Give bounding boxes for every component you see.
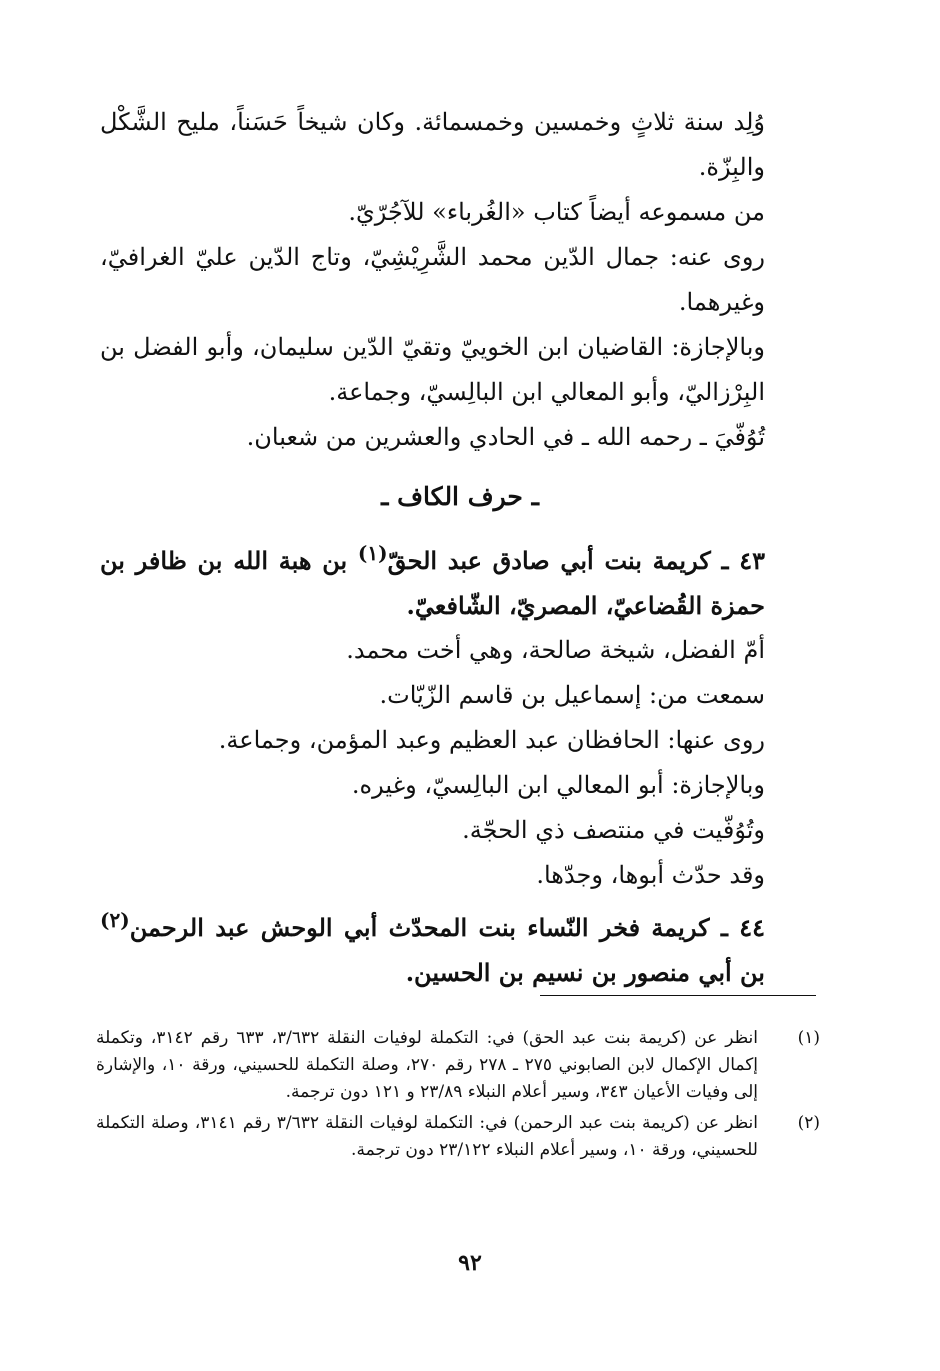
footnote-text: انظر عن (كريمة بنت عبد الحق) في: التكملة لوفيات النقلة ٣/٦٣٢، ٦٣٣ رقم ٣١٤٢، وتكملة إكمال الإكمال لابن الصابوني ٢٧٥ ـ ٢٧٨ رقم ٢٧٠، وصلة التكملة للحسيني، ورقة ١٠، والإشارة إلى وفيات الأعيان ٣٤٣، وسير أعلام النبلاء ٢٣/٨٩ و ١٢١ دون ترجمة.	[96, 1028, 759, 1102]
entry42-born-line: وُلِد سنة ثلاثٍ وخمسين وخمسمائة. وكان شيخاً حَسَناً، مليح الشَّكْل والبِزّة.	[100, 108, 765, 181]
footnote-ref-1[interactable]: (١)	[357, 541, 388, 565]
entry42-heard-line: من مسموعه أيضاً كتاب «الغُرباء» للآجُرّيّ.	[348, 198, 765, 226]
footnote-marker: (١)	[797, 1028, 820, 1048]
section-heading: ـ حرف الكاف ـ	[381, 482, 539, 511]
footnotes	[96, 1025, 820, 1168]
entry42-death-line: تُوُفّيَ ـ رحمه الله ـ في الحادي والعشرين من شعبان.	[246, 423, 765, 451]
footnote-ref-2[interactable]: (٢)	[100, 908, 130, 932]
entry42-ijaza-line: وبالإجازة: القاضيان ابن الخوييّ وتقيّ الدّين سليمان، وأبو الفضل بن البِرْزاليّ، وأبو المعالي ابن البالِسيّ، وجماعة.	[100, 333, 765, 406]
entry43-title-end: بن هبة الله بن ظافر بن حمزة القُضاعيّ، المصريّ، الشّافعيّ.	[100, 546, 765, 620]
entry43-line-5: وتُوُفّيت في منتصف ذي الحجّة.	[462, 816, 765, 844]
entry43-line-3: روى عنها: الحافظان عبد العظيم وعبد المؤمن، وجماعة.	[218, 726, 765, 754]
page-number: ٩٢	[458, 1250, 482, 1276]
entry43-title-start: ٤٣ ـ كريمة بنت أبي صادق عبد الحقّ	[387, 546, 765, 575]
main-text	[100, 100, 820, 995]
entry44-title-end: بن أبي منصور بن نسيم بن الحسين.	[405, 958, 765, 987]
footnote-marker: (٢)	[797, 1113, 820, 1133]
entry42-narrated-line: روى عنه: جمال الدّين محمد الشَّرِيْشِيّ، وتاج الدّين عليّ الغرافيّ، وغيرهما.	[100, 243, 766, 316]
entry44-title	[100, 898, 820, 995]
footnote-divider	[540, 995, 816, 996]
entry43-line-4: وبالإجازة: أبو المعالي ابن البالِسيّ، وغيره.	[351, 771, 765, 799]
footnote-2	[96, 1110, 820, 1164]
footnote-1	[96, 1025, 820, 1106]
entry43-title	[100, 531, 820, 628]
entry43-line-2: سمعت من: إسماعيل بن قاسم الزّيّات.	[379, 681, 765, 709]
entry43-line-6: وقد حدّث أبوها، وجدّها.	[536, 861, 765, 889]
entry44-title-start: ٤٤ ـ كريمة فخر النّساء بنت المحدّث أبي الوحش عبد الرحمن	[129, 913, 765, 942]
entry43-line-1: أمّ الفضل، شيخة صالحة، وهي أخت محمد.	[346, 636, 765, 664]
footnote-text: انظر عن (كريمة بنت عبد الرحمن) في: التكملة لوفيات النقلة ٣/٦٣٢ رقم ٣١٤١، وصلة التكملة للحسيني، ورقة ١٠، وسير أعلام النبلاء ٢٣/١٢٢ دون ترجمة.	[96, 1113, 758, 1160]
